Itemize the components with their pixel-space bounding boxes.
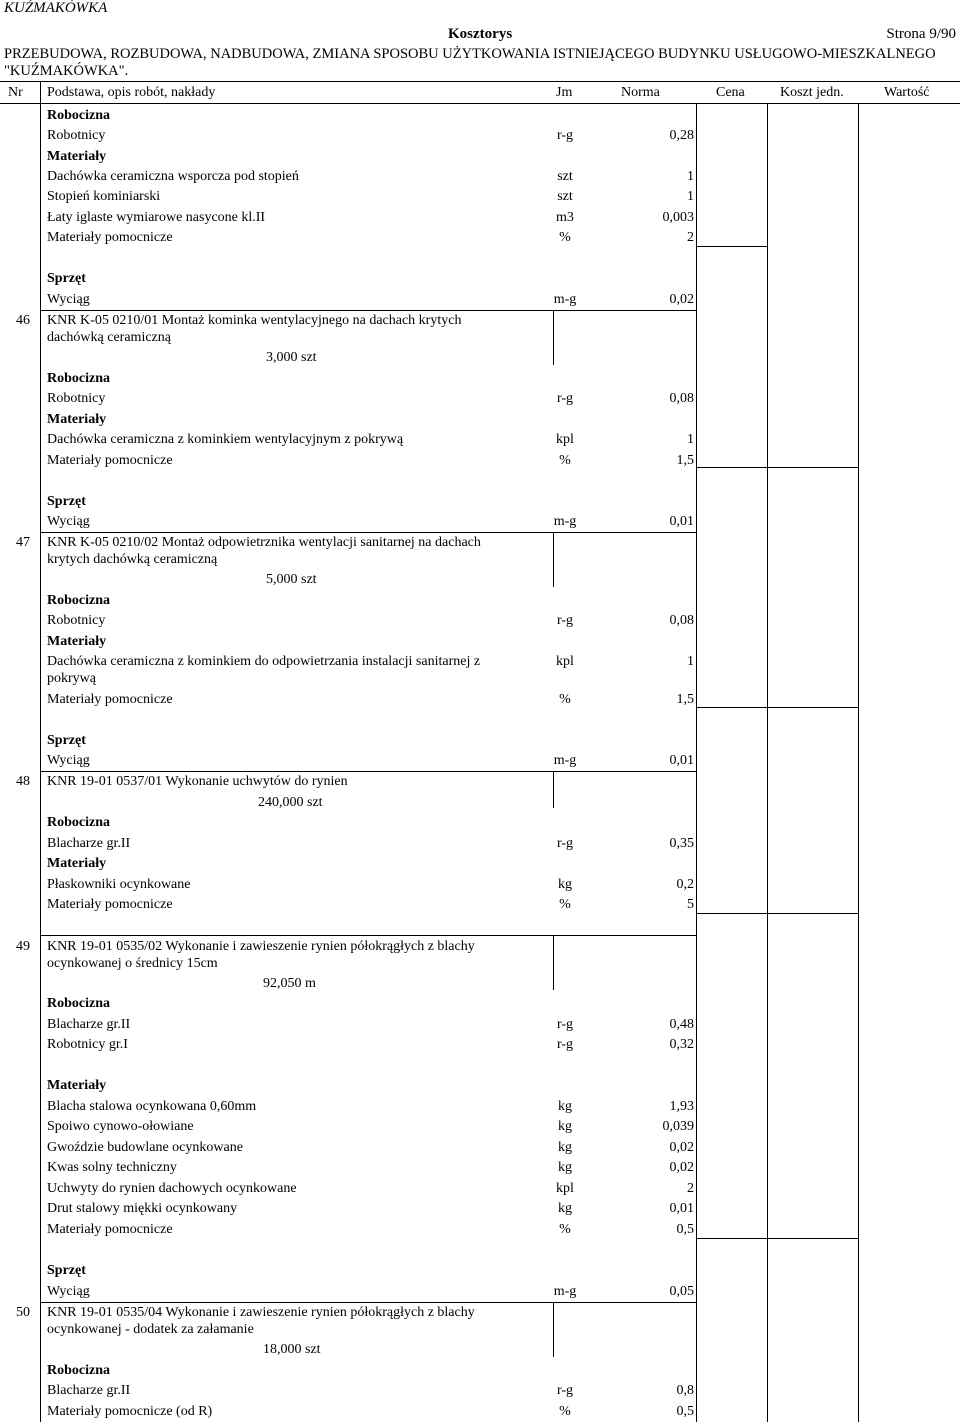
resource-name: Materiały pomocnicze (od R) (47, 1404, 213, 1419)
resource-name: Dachówka ceramiczna z kominkiem do odpowietrzania instalacji sanitarnej z (47, 654, 481, 669)
koszt-rule (767, 913, 858, 914)
grid-line-cena (767, 103, 768, 1422)
resource-unit: r-g (556, 1017, 574, 1032)
resource-unit: kg (558, 1099, 572, 1114)
resource-norm: 0,2 (676, 877, 694, 892)
section-label-labor: Robocizna (47, 815, 110, 830)
resource-name: Materiały pomocnicze (47, 453, 173, 468)
position-number: 46 (16, 313, 30, 328)
position-number: 47 (16, 535, 30, 550)
position-description: KNR K-05 0210/02 Montaż odpowietrznika wentylacji sanitarnej na dachach (47, 535, 481, 550)
position-description-cont: krytych dachówką ceramiczną (47, 552, 218, 567)
resource-name: Uchwyty do rynien dachowych ocynkowane (47, 1181, 297, 1196)
col-header-jm: Jm (556, 85, 573, 100)
position-description-cont: dachówką ceramiczną (47, 330, 171, 345)
position-description: KNR 19-01 0535/02 Wykonanie i zawieszenie rynien półokrągłych z blachy (47, 939, 475, 954)
section-label-materials: Materiały (47, 1078, 107, 1093)
resource-norm: 2 (687, 1181, 694, 1196)
grid-line-norma (696, 103, 697, 1422)
resource-norm: 0,32 (669, 1037, 694, 1052)
resource-norm: 0,039 (662, 1119, 694, 1134)
section-label-materials: Materiały (47, 634, 107, 649)
resource-norm: 1 (687, 432, 694, 447)
resource-name: Materiały pomocnicze (47, 692, 173, 707)
resource-name: Robotnicy (47, 128, 106, 143)
position-description: KNR 19-01 0535/04 Wykonanie i zawieszenie rynien półokrągłych z blachy (47, 1305, 475, 1320)
grid-line-koszt (858, 103, 859, 1422)
project-title-line1: PRZEBUDOWA, ROZBUDOWA, NADBUDOWA, ZMIANA SPOSOBU UŻYTKOWANIA ISTNIEJĄCEGO BUDYNKU USŁUGOWO-MIESZKALNEGO (4, 46, 936, 62)
resource-name: Drut stalowy miękki ocynkowany (47, 1201, 238, 1216)
position-quantity: 240,000 szt (258, 795, 323, 810)
resource-unit: kg (558, 1160, 572, 1175)
col-header-koszt: Koszt jedn. (780, 85, 844, 100)
col-header-wartosc: Wartość (884, 85, 930, 100)
resource-name: Blacha stalowa ocynkowana 0,60mm (47, 1099, 257, 1114)
koszt-rule (767, 707, 858, 708)
resource-unit: m3 (556, 210, 574, 225)
resource-norm: 1,5 (676, 453, 694, 468)
section-label-equipment: Sprzęt (47, 733, 86, 748)
resource-norm: 0,08 (669, 391, 694, 406)
resource-name: Dachówka ceramiczna wsporcza pod stopień (47, 169, 299, 184)
resource-unit: m-g (553, 292, 577, 307)
norma-rule (696, 913, 767, 914)
position-rule-47 (40, 532, 696, 533)
position-description: KNR 19-01 0537/01 Wykonanie uchwytów do rynien (47, 774, 348, 789)
header-bottom-rule (0, 103, 960, 104)
resource-name: Płaskowniki ocynkowane (47, 877, 191, 892)
col-header-desc: Podstawa, opis robót, nakłady (47, 85, 216, 100)
resource-norm: 1 (687, 189, 694, 204)
col-header-cena: Cena (716, 85, 745, 100)
section-label-materials: Materiały (47, 856, 107, 871)
resource-norm: 1,5 (676, 692, 694, 707)
resource-name: Robotnicy gr.I (47, 1037, 128, 1052)
section-label-labor: Robocizna (47, 371, 110, 386)
qty-tick-49 (553, 935, 554, 990)
col-header-norma: Norma (621, 85, 660, 100)
section-label-labor: Robocizna (47, 593, 110, 608)
resource-unit: % (559, 692, 571, 707)
resource-unit: % (559, 897, 571, 912)
resource-name: Spoiwo cynowo-ołowiane (47, 1119, 194, 1134)
resource-norm: 5 (687, 897, 694, 912)
resource-name: Robotnicy (47, 391, 106, 406)
resource-norm: 0,05 (669, 1284, 694, 1299)
resource-name: Wyciąg (47, 1284, 90, 1299)
qty-tick-50 (553, 1302, 554, 1357)
position-quantity: 18,000 szt (263, 1342, 321, 1357)
resource-unit: r-g (556, 391, 574, 406)
position-quantity: 92,050 m (263, 976, 316, 991)
resource-norm: 0,8 (676, 1383, 694, 1398)
resource-name: Gwoździe budowlane ocynkowane (47, 1140, 243, 1155)
resource-name: Dachówka ceramiczna z kominkiem wentylacyjnym z pokrywą (47, 432, 404, 447)
resource-name: Łaty iglaste wymiarowe nasycone kl.II (47, 210, 266, 225)
resource-unit: kpl (556, 1181, 574, 1196)
position-description-cont: ocynkowanej - dodatek za załamanie (47, 1322, 254, 1337)
resource-name: Robotnicy (47, 613, 106, 628)
qty-tick-46 (553, 310, 554, 365)
resource-norm: 0,48 (669, 1017, 694, 1032)
resource-norm: 0,02 (669, 292, 694, 307)
position-description: KNR K-05 0210/01 Montaż kominka wentylacyjnego na dachach krytych (47, 313, 462, 328)
section-label-labor: Robocizna (47, 996, 110, 1011)
resource-norm: 0,02 (669, 1140, 694, 1155)
position-rule-50 (40, 1302, 696, 1303)
section-label-equipment: Sprzęt (47, 271, 86, 286)
resource-norm: 1 (687, 169, 694, 184)
resource-name: Materiały pomocnicze (47, 1222, 173, 1237)
position-quantity: 3,000 szt (266, 350, 317, 365)
resource-norm: 0,01 (669, 753, 694, 768)
position-rule-46 (40, 310, 696, 311)
resource-unit: m-g (553, 514, 577, 529)
section-label-labor: Robocizna (47, 108, 110, 123)
resource-unit: r-g (556, 613, 574, 628)
resource-norm: 0,01 (669, 1201, 694, 1216)
resource-norm: 0,01 (669, 514, 694, 529)
section-label-labor: Robocizna (47, 1363, 110, 1378)
resource-unit: kpl (556, 432, 574, 447)
norma-rule (696, 1238, 767, 1239)
resource-norm: 1 (687, 654, 694, 669)
position-number: 49 (16, 939, 30, 954)
qty-tick-48 (553, 771, 554, 808)
resource-name: Materiały pomocnicze (47, 897, 173, 912)
page-number: Strona 9/90 (886, 26, 956, 42)
header-top-rule (0, 81, 960, 82)
resource-norm: 0,5 (676, 1404, 694, 1419)
section-label-materials: Materiały (47, 149, 107, 164)
resource-norm: 0,08 (669, 613, 694, 628)
resource-unit: kg (558, 1201, 572, 1216)
col-header-nr: Nr (8, 85, 23, 100)
position-number: 50 (16, 1305, 30, 1320)
resource-norm: 0,28 (669, 128, 694, 143)
resource-unit: szt (557, 189, 573, 204)
position-description-cont: ocynkowanej o średnicy 15cm (47, 956, 218, 971)
resource-name-cont: pokrywą (47, 671, 96, 686)
resource-norm: 0,5 (676, 1222, 694, 1237)
resource-unit: % (559, 1404, 571, 1419)
grid-line-nr (40, 81, 41, 1422)
norma-rule (696, 707, 767, 708)
resource-name: Wyciąg (47, 753, 90, 768)
resource-norm: 2 (687, 230, 694, 245)
resource-name: Blacharze gr.II (47, 836, 131, 851)
koszt-rule (767, 1238, 858, 1239)
section-label-materials: Materiały (47, 412, 107, 427)
resource-norm: 0,02 (669, 1160, 694, 1175)
resource-norm: 0,35 (669, 836, 694, 851)
company-name: KUŹMAKÓWKA (4, 0, 108, 16)
resource-name: Materiały pomocnicze (47, 230, 173, 245)
resource-unit: r-g (556, 128, 574, 143)
resource-name: Blacharze gr.II (47, 1383, 131, 1398)
position-rule-48 (40, 771, 696, 772)
resource-name: Kwas solny techniczny (47, 1160, 177, 1175)
resource-unit: kpl (556, 654, 574, 669)
resource-unit: kg (558, 877, 572, 892)
position-number: 48 (16, 774, 30, 789)
norma-rule (696, 246, 767, 247)
resource-unit: kg (558, 1119, 572, 1134)
resource-unit: % (559, 1222, 571, 1237)
resource-unit: szt (557, 169, 573, 184)
resource-unit: m-g (553, 1284, 577, 1299)
resource-norm: 1,93 (669, 1099, 694, 1114)
resource-name: Wyciąg (47, 292, 90, 307)
resource-unit: % (559, 230, 571, 245)
project-title-line2: "KUŹMAKÓWKA". (4, 63, 129, 79)
resource-unit: m-g (553, 753, 577, 768)
koszt-rule (767, 467, 858, 468)
resource-unit: r-g (556, 836, 574, 851)
qty-tick-47 (553, 532, 554, 587)
position-rule-49 (40, 935, 696, 936)
resource-name: Wyciąg (47, 514, 90, 529)
resource-unit: r-g (556, 1037, 574, 1052)
section-label-equipment: Sprzęt (47, 494, 86, 509)
resource-name: Blacharze gr.II (47, 1017, 131, 1032)
resource-unit: % (559, 453, 571, 468)
section-label-equipment: Sprzęt (47, 1263, 86, 1278)
document-title: Kosztorys (448, 26, 513, 42)
position-quantity: 5,000 szt (266, 572, 317, 587)
resource-norm: 0,003 (662, 210, 694, 225)
norma-rule (696, 467, 767, 468)
resource-unit: kg (558, 1140, 572, 1155)
resource-name: Stopień kominiarski (47, 189, 161, 204)
resource-unit: r-g (556, 1383, 574, 1398)
